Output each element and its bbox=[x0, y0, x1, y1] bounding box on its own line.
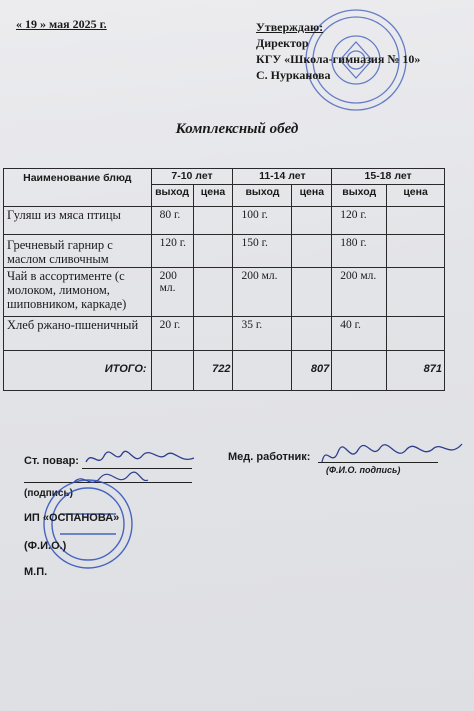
price-value bbox=[387, 235, 445, 268]
dish-name: Гуляш из мяса птицы bbox=[4, 207, 152, 235]
dish-name: Чай в ассортименте (с молоком, лимоном, шиповником, каркаде) bbox=[4, 268, 152, 317]
dish-name: Хлеб ржано-пшеничный bbox=[4, 317, 152, 351]
price-value bbox=[292, 207, 332, 235]
total-value: 722 bbox=[193, 351, 233, 391]
price-header: цена bbox=[387, 185, 445, 207]
yield-value: 200 мл. bbox=[151, 268, 193, 317]
price-value bbox=[292, 235, 332, 268]
cook-signature-caption: (подпись) bbox=[24, 488, 73, 499]
yield-value: 40 г. bbox=[332, 317, 387, 351]
price-header: цена bbox=[193, 185, 233, 207]
price-value bbox=[387, 317, 445, 351]
yield-header: выход bbox=[233, 185, 292, 207]
yield-header: выход bbox=[332, 185, 387, 207]
total-row bbox=[4, 351, 445, 391]
age-group-header: 7-10 лет bbox=[151, 169, 233, 185]
table-row bbox=[4, 317, 445, 351]
dish-name: Гречневый гарнир с маслом сливочным bbox=[4, 235, 152, 268]
empty-cell bbox=[233, 351, 292, 391]
yield-value: 120 г. bbox=[151, 235, 193, 268]
total-value: 871 bbox=[387, 351, 445, 391]
table-row bbox=[4, 235, 445, 268]
price-value bbox=[193, 268, 233, 317]
price-value bbox=[193, 317, 233, 351]
menu-date: « 19 » мая 2025 г. bbox=[16, 17, 107, 31]
mp-label: М.П. bbox=[24, 566, 48, 578]
menu-title: Комплексный обед bbox=[175, 121, 299, 137]
price-value bbox=[193, 207, 233, 235]
price-value bbox=[193, 235, 233, 268]
total-value: 807 bbox=[292, 351, 332, 391]
empty-cell bbox=[151, 351, 193, 391]
price-value bbox=[292, 317, 332, 351]
yield-value: 120 г. bbox=[332, 207, 387, 235]
yield-header: выход bbox=[151, 185, 193, 207]
ip-seal-stamp bbox=[40, 476, 136, 572]
col-dish-name-header: Наименование блюд bbox=[4, 169, 152, 207]
yield-value: 20 г. bbox=[151, 317, 193, 351]
age-group-header: 15-18 лет bbox=[332, 169, 445, 185]
approval-position: Директор bbox=[256, 36, 309, 50]
yield-value: 180 г. bbox=[332, 235, 387, 268]
table-row bbox=[4, 268, 445, 317]
price-value bbox=[387, 268, 445, 317]
price-header: цена bbox=[292, 185, 332, 207]
yield-value: 150 г. bbox=[233, 235, 292, 268]
yield-value: 35 г. bbox=[233, 317, 292, 351]
approval-director-name: С. Нурканова bbox=[256, 68, 331, 82]
medic-label: Мед. работник: bbox=[228, 451, 311, 463]
yield-value: 100 г. bbox=[233, 207, 292, 235]
menu-table bbox=[3, 168, 445, 391]
approval-heading: Утверждаю: bbox=[256, 20, 324, 34]
approval-block bbox=[256, 19, 436, 83]
approval-organization: КГУ «Школа-гимназия № 10» bbox=[256, 52, 421, 66]
price-value bbox=[387, 207, 445, 235]
medic-signature-caption: (Ф.И.О. подпись) bbox=[326, 465, 401, 475]
yield-value: 80 г. bbox=[151, 207, 193, 235]
table-row bbox=[4, 207, 445, 235]
yield-value: 200 мл. bbox=[332, 268, 387, 317]
total-label: ИТОГО: bbox=[4, 351, 152, 391]
price-value bbox=[292, 268, 332, 317]
cook-label: Ст. повар: bbox=[24, 455, 79, 467]
yield-value: 200 мл. bbox=[233, 268, 292, 317]
empty-cell bbox=[332, 351, 387, 391]
ip-name: ИП «ОСПАНОВА» bbox=[24, 512, 120, 524]
fio-caption: (Ф.И.О.) bbox=[24, 540, 67, 552]
age-group-header: 11-14 лет bbox=[233, 169, 332, 185]
